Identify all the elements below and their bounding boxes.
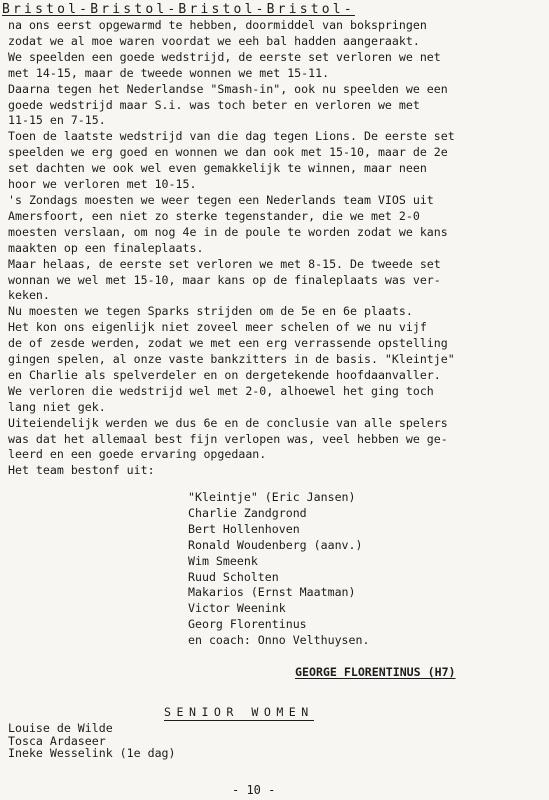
text-line: leerd en een goede ervaring opgedaan. bbox=[8, 447, 267, 462]
text-line: Daarna tegen het Nederlandse "Smash-in", ook nu speelden we een bbox=[8, 81, 448, 96]
text-line: We speelden een goede wedstrijd, de eerste set verloren we net bbox=[8, 49, 441, 64]
text-line: We verloren die wedstrijd wel met 2-0, alhoewel het ging toch bbox=[8, 383, 434, 398]
team-member: Wim Smeenk bbox=[188, 553, 258, 568]
senior-women-list bbox=[8, 722, 176, 760]
section-title: SENIOR WOMEN bbox=[164, 705, 314, 719]
team-member: en coach: Onno Velthuysen. bbox=[188, 633, 370, 648]
team-member: Victor Weenink bbox=[188, 601, 286, 616]
text-line: Nu moesten we tegen Sparks strijden om de 5e en 6e plaats. bbox=[8, 304, 413, 319]
text-line: set dachten we ook wel even gemakkelijk te winnen, maar neen bbox=[8, 161, 427, 176]
team-member: Bert Hollenhoven bbox=[188, 521, 300, 536]
text-line: Toen de laatste wedstrijd van die dag tegen Lions. De eerste set bbox=[8, 129, 455, 144]
text-line: met 14-15, maar de tweede wonnen we met 15-11. bbox=[8, 65, 330, 80]
text-line: Amersfoort, een niet zo sterke tegenstander, die we met 2-0 bbox=[8, 208, 420, 223]
text-line: zodat we al moe waren voordat we eeh bal hadden aangeraakt. bbox=[8, 33, 420, 48]
text-line: gingen spelen, al onze vaste bankzitters in de basis. "Kleintje" bbox=[8, 352, 455, 367]
text-line: moesten verslaan, om nog 4e in de poule te worden zodat we kans bbox=[8, 224, 448, 239]
text-line: maakten op een finaleplaats. bbox=[8, 240, 204, 255]
player-name: Ineke Wesselink (1e dag) bbox=[8, 747, 176, 760]
team-roster bbox=[188, 490, 369, 649]
text-line: na ons eerst opgewarmd te hebben, doormiddel van bokspringen bbox=[8, 18, 427, 32]
team-member: Ronald Woudenberg (aanv.) bbox=[188, 537, 363, 552]
page-number: - 10 - bbox=[232, 783, 276, 797]
text-line: Het kon ons eigenlijk niet zoveel meer schelen of we nu vijf bbox=[8, 320, 427, 335]
author-signature: GEORGE FLORENTINUS (H7) bbox=[295, 665, 456, 679]
text-line: lang niet gek. bbox=[8, 399, 106, 414]
article-body bbox=[8, 18, 538, 479]
player-name: Tosca Ardaseer bbox=[8, 734, 106, 747]
text-line: Uiteiendelijk werden we dus 6e en de conclusie van alle spelers bbox=[8, 415, 448, 430]
text-line: speelden we erg goed en wonnen we dan ook met 15-10, maar de 2e bbox=[8, 145, 448, 160]
text-line: goede wedstrijd maar S.i. was toch beter en verloren we met bbox=[8, 97, 420, 112]
text-line: keken. bbox=[8, 288, 50, 303]
team-member: Ruud Scholten bbox=[188, 569, 279, 584]
text-line: en Charlie als spelverdeler en on dergetekende hoofdaanvaller. bbox=[8, 367, 441, 382]
text-line: Maar helaas, de eerste set verloren we met 8-15. De tweede set bbox=[8, 256, 441, 271]
text-line: wonnan we wel met 15-10, maar kans op de finaleplaats was ver- bbox=[8, 272, 441, 287]
team-member: Makarios (Ernst Maatman) bbox=[188, 585, 356, 600]
team-member: Charlie Zandgrond bbox=[188, 505, 307, 520]
player-name: Louise de Wilde bbox=[8, 722, 113, 735]
team-member: "Kleintje" (Eric Jansen) bbox=[188, 490, 356, 504]
text-line: was dat het allemaal best fijn verlopen was, veel hebben we ge- bbox=[8, 431, 448, 446]
text-line: 's Zondags moesten we weer tegen een Nederlands team VIOS uit bbox=[8, 192, 434, 207]
text-line: 11-15 en 7-15. bbox=[8, 113, 106, 128]
text-line: de of zesde werden, zodat we met een erg verrassende opstelling bbox=[8, 336, 448, 351]
page-header: Bristol-Bristol-Bristol-Bristol- bbox=[2, 2, 355, 17]
text-line: hoor we verloren met 10-15. bbox=[8, 177, 197, 192]
text-line: Het team bestonf uit: bbox=[8, 463, 155, 478]
team-member: Georg Florentinus bbox=[188, 617, 307, 632]
